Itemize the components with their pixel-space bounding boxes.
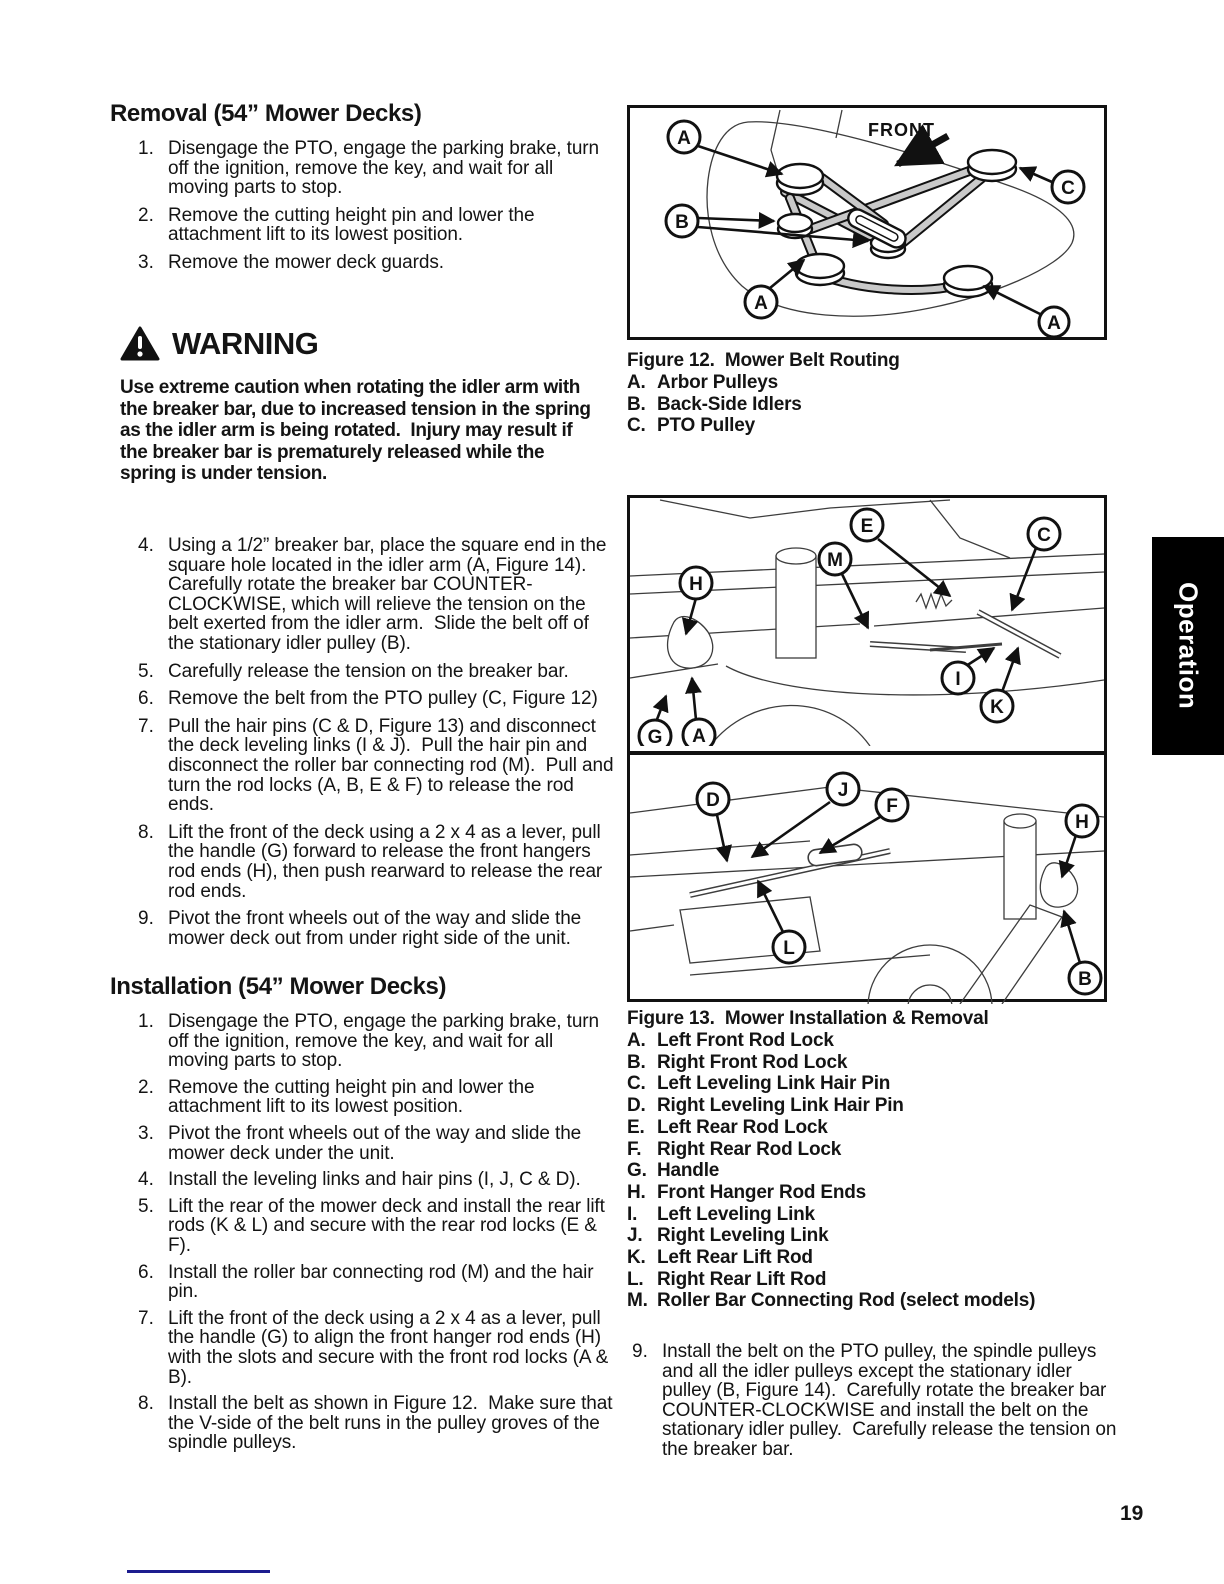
step-text: Remove the mower deck guards. [168, 251, 444, 273]
installation-section [110, 973, 618, 1454]
callout-h [1066, 805, 1098, 837]
step-text: Carefully release the tension on the breaker bar. [168, 660, 569, 682]
step-number: 5. [138, 1195, 154, 1217]
step-text: Remove the belt from the PTO pulley (C, Figure 12) [168, 688, 598, 710]
caption-label: Right Rear Rod Lock [657, 1138, 842, 1160]
callout-d [697, 783, 729, 815]
callout-c [1052, 171, 1084, 203]
step-number: 3. [138, 251, 154, 273]
caption-item [627, 1160, 1112, 1182]
figure13-top-drawing [630, 498, 1104, 746]
step-item [138, 1263, 615, 1302]
step-number: 8. [138, 821, 154, 843]
svg-text:A: A [692, 726, 706, 746]
callout-l [773, 931, 805, 963]
svg-text:K: K [990, 697, 1004, 718]
caption-label: Right Front Rod Lock [657, 1051, 848, 1073]
svg-text:A: A [754, 293, 768, 314]
svg-text:J: J [837, 780, 849, 801]
step-item [138, 715, 619, 816]
caption-item [627, 1073, 1112, 1095]
callout-a [1039, 307, 1069, 337]
svg-text:A: A [677, 128, 691, 149]
step-item [138, 139, 615, 198]
step-text: Pivot the front wheels out of the way and slide the mower deck out from under right side of the unit. [168, 908, 587, 949]
callout-a [683, 719, 715, 746]
warning-box [120, 326, 605, 485]
caption-letter: M. [627, 1290, 648, 1312]
caption-label: Right Leveling Link [657, 1225, 829, 1247]
caption-item [627, 1290, 1112, 1312]
step-number: 4. [138, 535, 154, 556]
step-item [138, 689, 615, 709]
step-item [138, 1012, 615, 1071]
caption-letter: C. [627, 1073, 646, 1095]
callout-g [639, 720, 671, 746]
step-item [138, 823, 615, 901]
step-item [138, 1393, 618, 1454]
operation-tab-label: Operation [1173, 582, 1204, 710]
step-number: 4. [138, 1169, 154, 1191]
step-number: 8. [138, 1393, 154, 1415]
step-item [632, 1341, 1122, 1460]
step-text: Using a 1/2” breaker bar, place the square end in the square hole located in the idler arm (A, Figure 14). Carefully rotate the breaker bar COUNTER-CLOCKWISE, which will relieve the tension on the belt exerted from the idler arm. Slide the belt off of the stationary idler pulley (B). [168, 535, 612, 654]
figure13-bottom-view [630, 755, 1104, 1009]
caption-label: Roller Bar Connecting Rod (select models) [657, 1290, 1036, 1312]
caption-label: Left Rear Lift Rod [657, 1247, 813, 1269]
caption-label: Arbor Pulleys [657, 372, 778, 393]
svg-text:C: C [1037, 525, 1051, 546]
caption-item [627, 1095, 1112, 1117]
step-number: 7. [138, 715, 154, 737]
caption-letter: B. [627, 1051, 646, 1073]
step-number: 6. [138, 688, 154, 710]
svg-text:D: D [706, 790, 720, 811]
callout-j [827, 773, 859, 805]
caption-label: Left Leveling Link Hair Pin [657, 1073, 891, 1095]
caption-item [627, 1182, 1112, 1204]
figure13-panel [627, 495, 1107, 1002]
caption-item [627, 1117, 1112, 1139]
figure12-belt-routing-drawing [630, 108, 1104, 337]
caption-letter: A. [627, 372, 646, 393]
svg-text:I: I [955, 669, 961, 690]
caption-label: Handle [657, 1160, 720, 1182]
caption-letter: I. [627, 1203, 638, 1225]
caption-letter: F. [627, 1138, 642, 1160]
step-number: 9. [138, 908, 154, 930]
step-item [138, 1309, 615, 1387]
caption-item [627, 1269, 1112, 1291]
step-text: Pull the hair pins (C & D, Figure 13) and disconnect the deck leveling links (I & J). Pull the hair pin and disconnect the roller bar connecting rod (M). Pull and turn the rod locks (A, B, E & F) to release the rod ends. [168, 715, 619, 816]
caption-item [627, 1052, 1112, 1074]
front-label: FRONT [868, 120, 935, 140]
svg-text:H: H [1075, 812, 1089, 833]
figure13-caption [627, 1008, 1112, 1312]
caption-item [627, 1139, 1112, 1161]
step-number: 5. [138, 660, 154, 682]
figure13-caption-title: Figure 13. Mower Installation & Removal [627, 1008, 989, 1029]
warning-triangle-icon [120, 326, 160, 362]
callout-c [1028, 518, 1060, 550]
figure12-caption [627, 350, 1112, 437]
step-number: 1. [138, 1011, 154, 1032]
step-item [138, 909, 615, 948]
page-number: 19 [1120, 1502, 1144, 1525]
step-item [138, 1197, 615, 1256]
step-number: 6. [138, 1261, 154, 1283]
step-text: Lift the front of the deck using a 2 x 4 as a lever, pull the handle (G) forward to release the front hangers rod ends (H), then push rearward to release the rear rod ends. [168, 821, 608, 902]
step-text: Install the roller bar connecting rod (M) and the hair pin. [168, 1261, 599, 1303]
step-item [138, 1078, 615, 1117]
caption-label: Left Rear Rod Lock [657, 1116, 828, 1138]
step-text: Install the belt as shown in Figure 12. Make sure that the V-side of the belt runs in the pulley groves of the spindle pulleys. [168, 1393, 618, 1454]
caption-label: Left Leveling Link [657, 1203, 815, 1225]
svg-text:L: L [783, 938, 795, 959]
callout-e [851, 509, 883, 541]
step-text: Install the leveling links and hair pins (I, J, C & D). [168, 1169, 581, 1191]
svg-text:M: M [827, 550, 843, 571]
caption-letter: H. [627, 1181, 646, 1203]
step-text: Remove the cutting height pin and lower the attachment lift to its lowest position. [168, 1076, 540, 1118]
caption-item [627, 1247, 1112, 1269]
svg-text:B: B [675, 212, 689, 233]
caption-letter: D. [627, 1095, 646, 1117]
svg-text:F: F [886, 796, 898, 817]
step-number: 3. [138, 1122, 154, 1144]
caption-label: Right Rear Lift Rod [657, 1268, 827, 1290]
caption-letter: K. [627, 1247, 646, 1269]
figure12-caption-title: Figure 12. Mower Belt Routing [627, 350, 900, 371]
caption-label: Right Leveling Link Hair Pin [657, 1095, 904, 1117]
callout-b [666, 205, 698, 237]
caption-label: Back-Side Idlers [657, 393, 802, 415]
caption-label: PTO Pulley [657, 415, 755, 437]
step-item [138, 536, 615, 654]
step-number: 2. [138, 1076, 154, 1098]
warning-title: WARNING [172, 326, 319, 361]
callout-m [819, 543, 851, 575]
caption-item [627, 1225, 1112, 1247]
section-title-removal: Removal (54” Mower Decks) [110, 100, 422, 127]
callout-h [680, 567, 712, 599]
callout-a [745, 286, 777, 318]
caption-item [627, 415, 1112, 437]
step-text: Lift the front of the deck using a 2 x 4 as a lever, pull the handle (G) to align the front hanger rod ends (H) with the slots and secure with the front rod locks (A & B). [168, 1307, 614, 1388]
svg-text:B: B [1078, 969, 1092, 990]
step-number: 1. [138, 138, 154, 159]
svg-text:C: C [1061, 178, 1075, 199]
svg-text:G: G [647, 727, 663, 746]
figure13-top-view [630, 498, 1104, 755]
warning-header [120, 326, 605, 362]
caption-label: Left Front Rod Lock [657, 1030, 834, 1051]
step-item [138, 662, 615, 682]
step-item [138, 206, 615, 245]
step-item [138, 253, 615, 273]
step-text: Lift the rear of the mower deck and install the rear lift rods (K & L) and secure with the rear rod locks (E & F). [168, 1195, 610, 1256]
caption-item [627, 394, 1112, 416]
caption-letter: J. [627, 1225, 643, 1247]
figure13-bottom-drawing [630, 755, 1104, 1004]
footer-rule [127, 1570, 270, 1573]
callout-i [942, 662, 974, 694]
caption-letter: L. [627, 1268, 644, 1290]
operation-side-tab [1152, 537, 1224, 755]
caption-item [627, 1030, 1112, 1052]
caption-letter: B. [627, 393, 646, 415]
step-text: Install the belt on the PTO pulley, the spindle pulleys and all the idler pulleys except the stationary idler pulley (B, Figure 14). Carefully rotate the breaker bar COUNTER-CLOCKWISE and install the belt on the stationary idler pulley. Carefully release the tension on the breaker bar. [662, 1341, 1122, 1460]
caption-letter: A. [627, 1030, 646, 1051]
callout-f [876, 789, 908, 821]
final-step [632, 1341, 1122, 1460]
caption-letter: E. [627, 1116, 645, 1138]
removal-section [110, 100, 615, 273]
callout-a [668, 121, 700, 153]
svg-text:H: H [689, 574, 703, 595]
step-text: Remove the cutting height pin and lower the attachment lift to its lowest position. [168, 204, 540, 246]
caption-letter: G. [627, 1160, 647, 1182]
removal-steps [138, 139, 615, 273]
removal-steps-continued [110, 535, 619, 949]
step-number: 2. [138, 204, 154, 226]
step-text: Disengage the PTO, engage the parking brake, turn off the ignition, remove the key, and wait for all moving parts to stop. [168, 138, 605, 199]
svg-text:A: A [1047, 313, 1061, 334]
step-item [138, 1124, 615, 1163]
callout-b [1069, 962, 1101, 994]
caption-item [627, 372, 1112, 394]
step-item [138, 1170, 615, 1190]
step-number: 7. [138, 1307, 154, 1329]
step-text: Pivot the front wheels out of the way and slide the mower deck under the unit. [168, 1122, 587, 1164]
caption-label: Front Hanger Rod Ends [657, 1181, 867, 1203]
figure12-panel [627, 105, 1107, 340]
caption-letter: C. [627, 415, 646, 437]
caption-item [627, 1204, 1112, 1226]
step-number: 9. [632, 1341, 648, 1362]
warning-text: Use extreme caution when rotating the idler arm with the breaker bar, due to increased tension in the spring as the idler arm is being rotated. Injury may result if the breaker bar is prematurely released while the spring is under tension. [120, 377, 596, 485]
callout-k [981, 690, 1013, 722]
svg-text:E: E [860, 516, 874, 537]
section-title-installation: Installation (54” Mower Decks) [110, 973, 447, 1000]
step-text: Disengage the PTO, engage the parking brake, turn off the ignition, remove the key, and wait for all moving parts to stop. [168, 1011, 605, 1072]
